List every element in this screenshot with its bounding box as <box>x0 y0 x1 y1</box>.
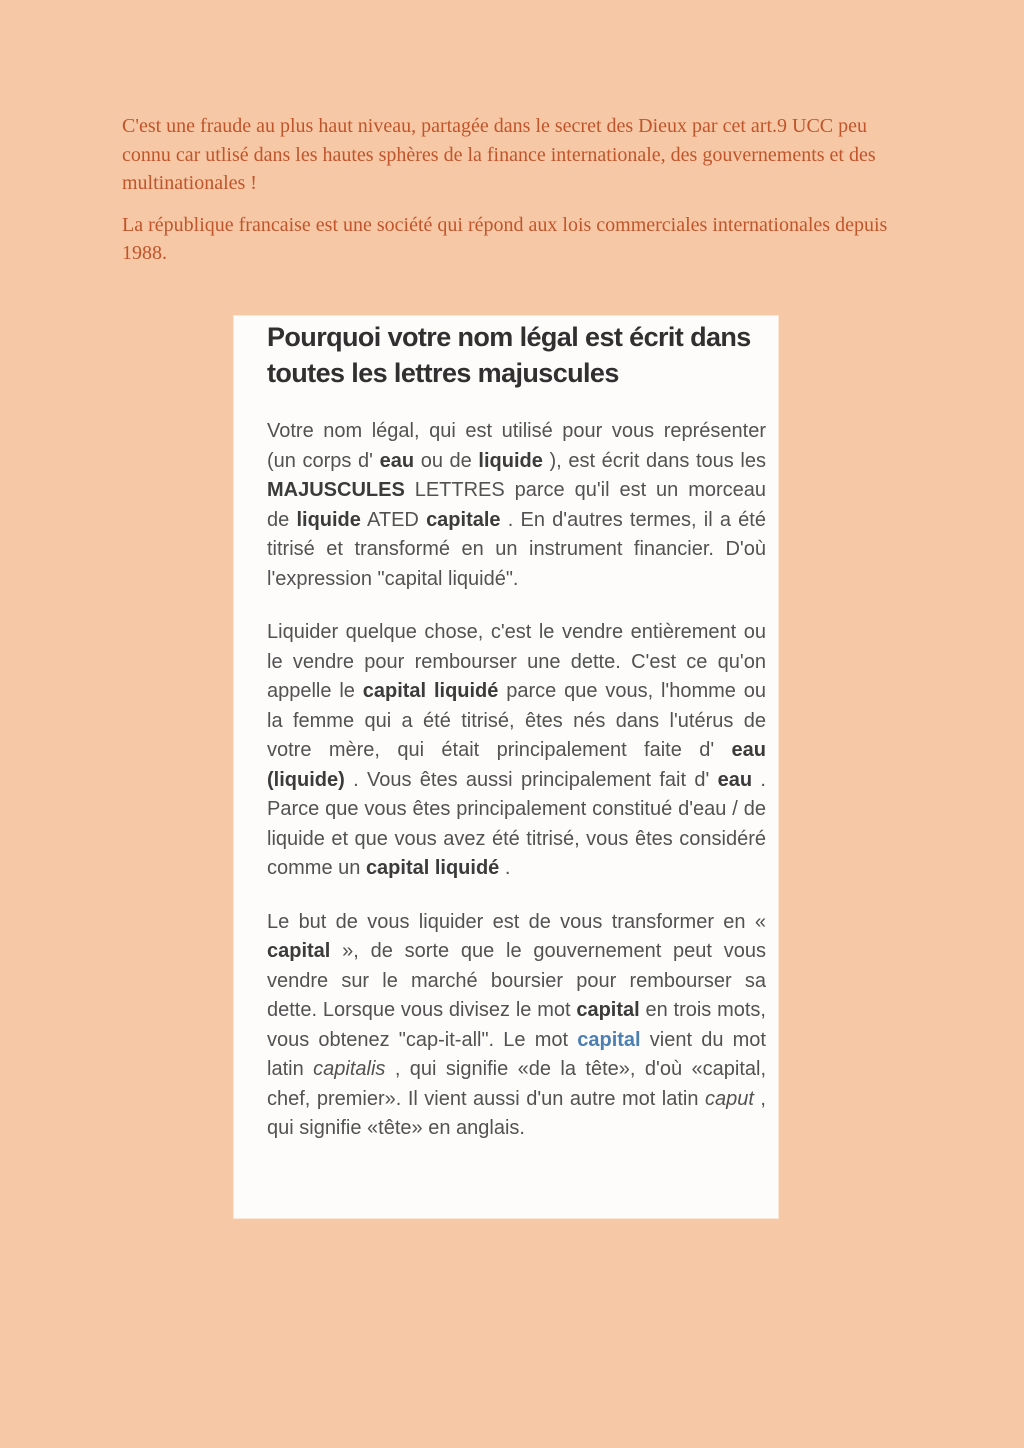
article-text-segment: caput <box>705 1087 754 1110</box>
article-text-segment: vient du mot latin <box>267 1028 766 1080</box>
article-text-segment: », de sorte que le gouvernement peut vous vendre sur le marché boursier pour rembourser sa dette. Lorsque vous divisez le mot <box>267 940 766 1021</box>
article-text-segment: eau (liquide) <box>267 739 766 791</box>
article-paragraph <box>267 618 766 884</box>
article-text-segment: Votre nom légal, qui est utilisé pour vous représenter (un corps d' <box>267 420 766 472</box>
article-text-segment: ), est écrit dans tous les <box>542 449 766 472</box>
article-text-segment: . En d'autres termes, il a été titrisé et transformé en un instrument financier. D'où l'expression "capital liquidé". <box>267 508 766 590</box>
article-text-segment: Liquider quelque chose, c'est le vendre entièrement ou le vendre pour rembourser une dette. C'est ce qu'on appelle le <box>267 621 766 702</box>
article-text-segment: eau <box>379 449 415 472</box>
intro-paragraph: La république francaise est une société qui répond aux lois commerciales internationales depuis 1988. <box>122 213 888 264</box>
capital-link-text: capital <box>577 1028 641 1051</box>
article-title: Pourquoi votre nom légal est écrit dans toutes les lettres majuscules <box>267 322 751 388</box>
article-body <box>267 417 766 1144</box>
intro-text-block <box>122 112 912 281</box>
article-text-segment: capital liquidé <box>362 680 499 702</box>
article-text-segment: . <box>499 857 511 879</box>
article-text-segment: ou de <box>414 449 479 472</box>
article-text-segment: . Parce que vous êtes principalement constitué d'eau / de liquide et que vous avez été titrisé, vous êtes considéré comme un <box>267 768 766 879</box>
article-text-segment: LETTRES parce qu'il est un morceau de <box>267 479 766 531</box>
article-text-segment: capital <box>267 940 331 962</box>
article-text-segment: parce que vous, l'homme ou la femme qui a été titrisé, êtes nés dans l'utérus de votre mère, qui était principalement faite d' <box>267 680 767 761</box>
article-paragraph <box>267 908 766 1144</box>
article-text-segment: MAJUSCULES <box>267 479 405 501</box>
embedded-article-screenshot <box>233 315 779 1219</box>
article-text-segment: Le but de vous liquider est de vous transformer en « <box>267 910 766 933</box>
article-text-segment: capital <box>576 999 640 1021</box>
article-paragraph <box>267 417 766 594</box>
article-text-segment: ATED <box>360 508 427 531</box>
article-text-segment: en trois mots, vous obtenez "cap-it-all". Le mot <box>267 999 766 1051</box>
article-text-segment: capital liquidé <box>365 857 500 879</box>
article-text-segment: eau <box>717 768 753 791</box>
article-text-segment: . Vous êtes aussi principalement fait d' <box>344 768 718 791</box>
article-text-segment: , qui signifie «tête» en anglais. <box>267 1087 766 1139</box>
article-text-segment: liquide <box>478 449 543 472</box>
article-text-segment: capitalis <box>313 1058 386 1080</box>
article-text-segment: capitale <box>426 508 501 531</box>
intro-paragraph: C'est une fraude au plus haut niveau, partagée dans le secret des Dieux par cet art.9 UCC peu connu car utlisé dans les hautes sphères de la finance internationale, des gouvernements et des multinationales ! <box>122 115 876 194</box>
article-text-segment: , qui signifie «de la tête», d'où «capital, chef, premier». Il vient aussi d'un autre mot latin <box>267 1058 766 1110</box>
article-text-segment: liquide <box>296 508 361 531</box>
